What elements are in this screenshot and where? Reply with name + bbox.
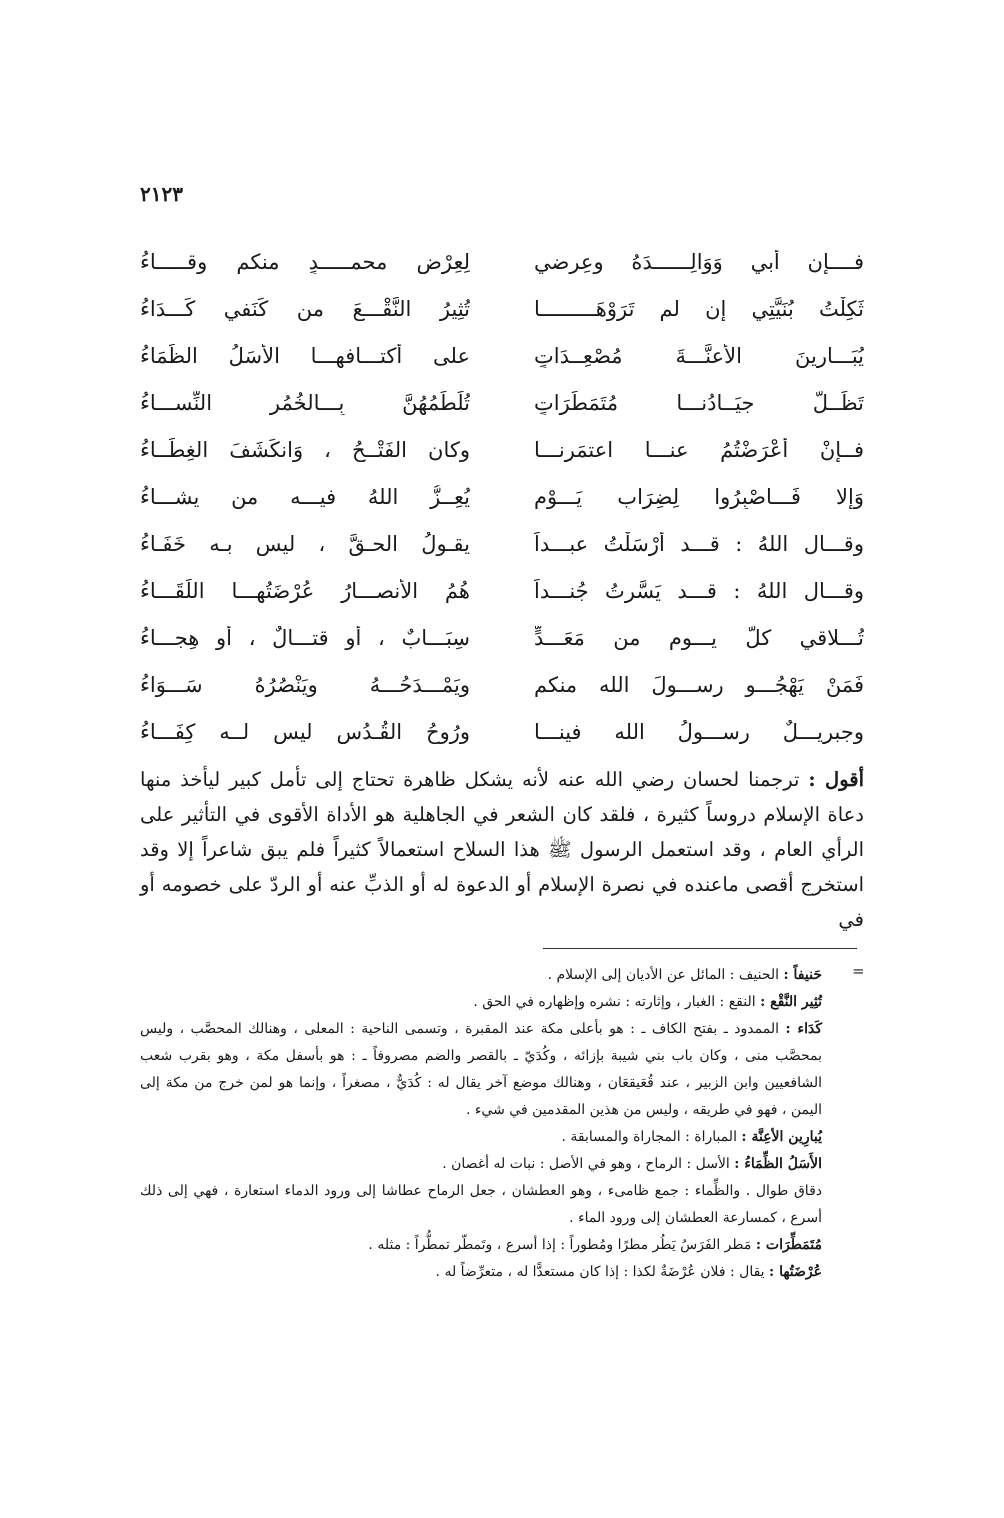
poem-hemistich-second: هُمُ الأنصـــارُ عُرْضَتُهـــا اللِّقَـــاءُ bbox=[140, 578, 470, 603]
footnote-text: المباراة : المجاراة والمسابقة . bbox=[561, 1129, 737, 1145]
commentary bbox=[140, 762, 864, 937]
footnote bbox=[140, 1151, 822, 1178]
footnote-term: حَنيفاً : bbox=[783, 967, 822, 983]
footnotes bbox=[140, 962, 822, 1286]
poem-verse bbox=[140, 614, 864, 661]
footnote-divider bbox=[543, 948, 857, 949]
footnote bbox=[140, 1232, 822, 1259]
poem-hemistich-first: وجبريـــلٌ رســـولُ الله فينـــا bbox=[534, 719, 864, 744]
poem-hemistich-first: فَمَنْ يَهْجُـــو رســـولَ الله منكم bbox=[534, 672, 864, 697]
poem-verse bbox=[140, 285, 864, 332]
poem-hemistich-second: تُثِيرُ النَّقْـــعَ من كَنَفي كَـــدَاءُ bbox=[140, 296, 470, 321]
footnote bbox=[140, 1124, 822, 1151]
poem-hemistich-second: يقـولُ الحـقَّ ، ليس بـه خَفَـاءُ bbox=[140, 531, 470, 556]
poem-hemistich-second: لِعِرْضِ محمـــــدٍ منكم وقـــــاءُ bbox=[140, 249, 470, 274]
poem-verse bbox=[140, 708, 864, 755]
poem-hemistich-second: وكان الفَتْــحُ ، وَانكَشَفَ الغِطَــاءُ bbox=[140, 437, 470, 462]
footnote-text: يقال : فلان عُرْضَةٌ لكذا : إذا كان مستعدًّا له ، متعرِّضاً له . bbox=[435, 1264, 765, 1280]
poem-hemistich-first: وَإلا فَـــاصْبِرُوا لِضِرَابِ يَـــوْمٍ bbox=[534, 484, 864, 509]
commentary-paragraph bbox=[140, 762, 864, 937]
footnote bbox=[140, 989, 822, 1016]
footnote-term: الأَسَلُ الظِّمَاءُ : bbox=[734, 1156, 822, 1172]
poem-hemistich-second: يُعِــزُّ اللهُ فيـــه من يشـــاءُ bbox=[140, 484, 470, 509]
poem-verse bbox=[140, 520, 864, 567]
footnote-term: كَدَاء : bbox=[785, 1021, 823, 1037]
footnote-term: يُبارِين الأعِنَّة : bbox=[741, 1129, 822, 1145]
poem-verse bbox=[140, 426, 864, 473]
poem-verse bbox=[140, 473, 864, 520]
poem-verse bbox=[140, 238, 864, 285]
poem-hemistich-first: فــإنْ أعْرَضْتُمُ عنـــا اعتمَرنـــا bbox=[534, 437, 864, 462]
poem-verse bbox=[140, 332, 864, 379]
commentary-text: ترجمنا لحسان رضي الله عنه لأنه يشكل ظاهرة تحتاج إلى تأمل كبير ليأخذ منها دعاة الإسلام دروساً كثيرة ، فلقد كان الشعر في الجاهلية هو الأداة الأقوى في التأثير على الرأي العام ، وقد استعمل الرسول ﷺ هذا السلاح استعمالاً كثيراً فلم يبق شاعراً إلا وقد استخرج أقصى ماعنده في نصرة الإسلام أو الدعوة له أو الذبِّ عنه أو الردّ على خصومه أو في bbox=[140, 768, 864, 931]
poem-hemistich-first: ثَكِلْتُ بُنَيَّتِي إن لم تَرَوْهَـــــــــا bbox=[534, 296, 864, 321]
footnote-term: عُرْضَتُها : bbox=[769, 1264, 822, 1280]
footnote-text: دقاق طوال . والظِّماء : جمع ظامىء ، وهو العطشان ، جعل الرماح عطاشا إلى ورود الدماء استعارة ، فهي إلى ذلك أسرع ، كمسارعة العطشان إلى ورود الماء . bbox=[140, 1183, 822, 1226]
poem-hemistich-first: تَظَــلُّ جيَــادُنـــا مُتَمَطِّرَاتٍ bbox=[534, 390, 864, 415]
poem bbox=[140, 238, 864, 755]
commentary-lead: أقول : bbox=[808, 768, 865, 791]
footnote-continuation-marker: = bbox=[852, 962, 865, 980]
poem-hemistich-second: سِبَـــابٌ ، أو قتـــالٌ ، أو هِجـــاءُ bbox=[140, 625, 470, 650]
footnote-text: مَطر الفَرَسُ يَطُر مطرًا ومُطوراً : إذا أسرع ، وتَمطّر تمطُّراً : مثله . bbox=[368, 1237, 752, 1253]
footnote-term: تُثِير النَّقْع : bbox=[760, 994, 822, 1010]
poem-hemistich-first: يُبَـــارِينَ الأعنَّـــةَ مُصْعِــدَاتٍ bbox=[534, 343, 864, 368]
footnote bbox=[140, 1259, 822, 1286]
footnote-text: الممدود ـ بفتح الكاف ـ : هو بأعلى مكة عند المقبرة ، وتسمى الناحية : المعلى ، وهنالك المحصَّب ، وليس بمحصَّب منى ، وكان باب بني شيبة بإزائه ، وكُدَيّ ـ بالقصر والضم مصروفاً ـ : هو بأسفل مكة ، وهو بقرب شعب الشافعيين وابن الزبير ، عند قُعَيقعَان ، وهنالك موضع آخر يقال له : كُدَيٌّ ، مصغراً ، وإنما هو لمن خرج من مكة إلى اليمن ، فهو في طريقه ، وليس من هذين المقدمين في شيء . bbox=[140, 1021, 822, 1118]
poem-verse bbox=[140, 567, 864, 614]
footnote-term: مُتَمَطِّرَات : bbox=[755, 1237, 822, 1253]
footnote bbox=[140, 1016, 822, 1124]
poem-hemistich-second: على أكتـــافهـــا الأَسَلُ الظِّمَاءُ bbox=[140, 343, 470, 368]
footnote-text: الحنيف : المائل عن الأديان إلى الإسلام . bbox=[547, 967, 780, 983]
footnote bbox=[140, 962, 822, 989]
footnote bbox=[140, 1178, 822, 1232]
page-number: ٢١٢٣ bbox=[140, 182, 183, 206]
poem-verse bbox=[140, 379, 864, 426]
poem-hemistich-second: تُلَطِّمُهُنَّ بِـــالخُمُرِ النِّســـاءُ bbox=[140, 390, 470, 415]
poem-hemistich-first: وقـــال اللهُ : قـــد يَسَّرتُ جُنـــداً bbox=[534, 578, 864, 603]
poem-hemistich-second: ويَمْـــدَحُـــهُ ويَنْصُرُهُ سَـــوَاءُ bbox=[140, 672, 470, 697]
poem-hemistich-first: تُـــلاقي كلَّ يـــومٍ من مَعَـــدٍّ bbox=[534, 625, 864, 650]
poem-verse bbox=[140, 661, 864, 708]
poem-hemistich-first: وقـــال اللهُ : قـــد أرْسَلْتُ عبـــداً bbox=[534, 531, 864, 556]
footnote-text: الأسل : الرماح ، وهو في الأصل : نبات له أغصان . bbox=[442, 1156, 730, 1172]
poem-hemistich-second: ورُوحُ القُـدُسِ ليس لــه كِفَـــاءُ bbox=[140, 719, 470, 744]
footnote-text: النقع : الغبار ، وإثارته : نشره وإظهاره في الحق . bbox=[473, 994, 756, 1010]
poem-hemistich-first: فــــإن أبي وَوَالِــــــدَهُ وعِرضي bbox=[534, 249, 864, 274]
